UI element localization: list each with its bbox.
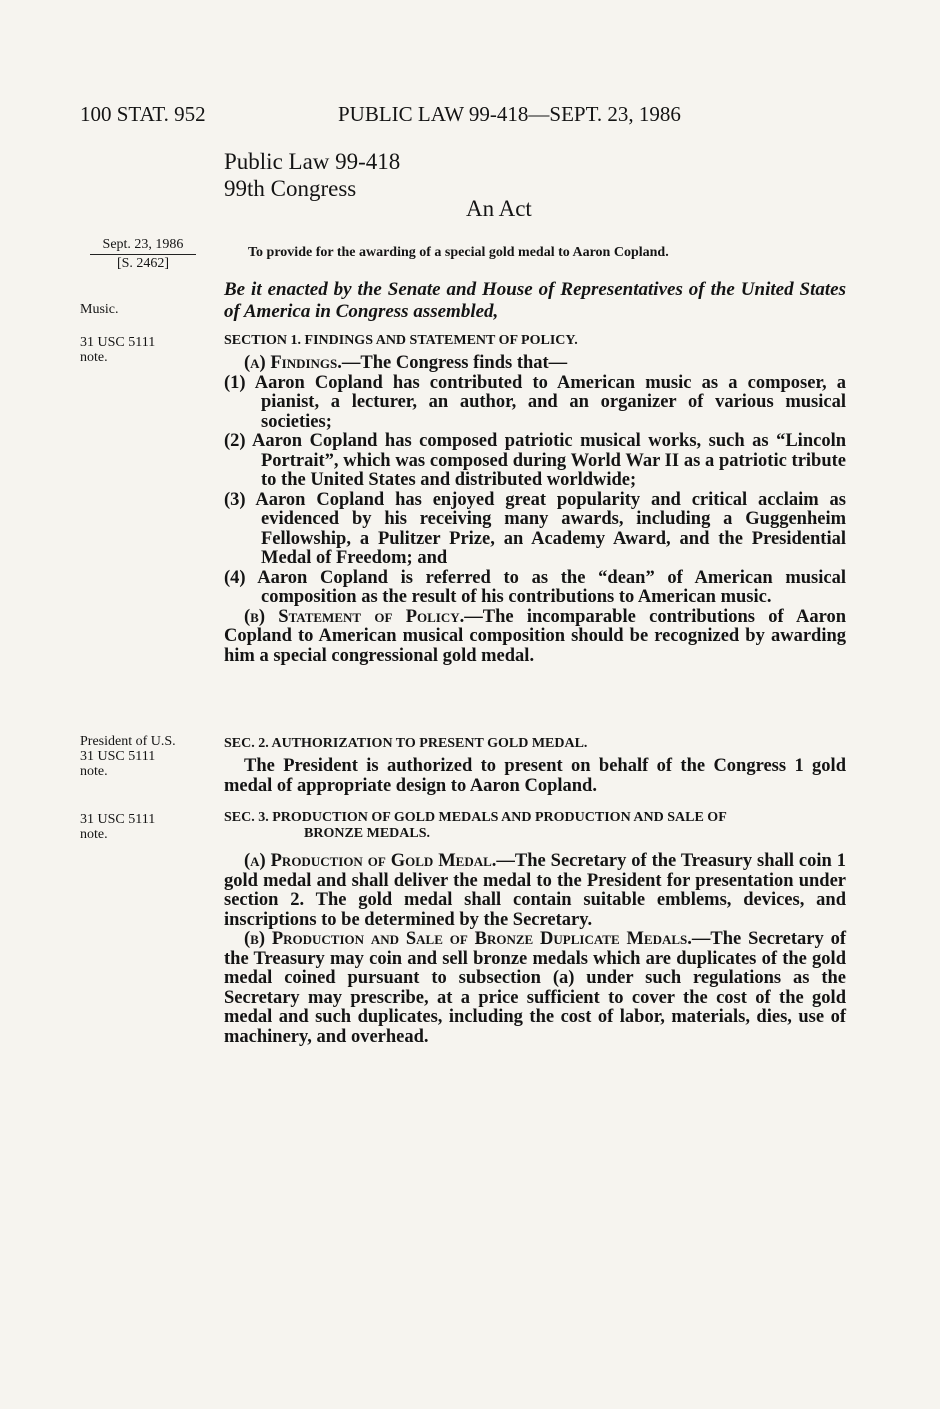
page-reference: 100 STAT. 952	[80, 102, 206, 126]
citation-line: note.	[80, 827, 108, 842]
margin-date-block	[82, 236, 204, 272]
finding-2: (2) Aaron Copland has composed patriotic musical works, such as “Lincoln Portrait”, which was composed during World War II as a patriotic tribute to the United States and distributed worldwide;	[224, 431, 846, 490]
section-3-heading	[224, 810, 846, 842]
citation-line: 31 USC 5111	[80, 812, 156, 827]
section-2-body	[224, 757, 846, 796]
finding-3: (3) Aaron Copland has enjoyed great popularity and critical acclaim as evidenced by his receiving many awards, including a Guggenheim Fellowship, a Pulitzer Prize, an Academy Award, and the Presidential Medal of Freedom; and	[224, 489, 846, 568]
subsection-1b	[224, 608, 846, 667]
subsection-label: (a) Findings.	[244, 353, 342, 373]
section-3-body	[224, 852, 846, 1047]
subsection-3b	[224, 930, 846, 1047]
subsection-label: (b) Statement of Policy.	[244, 606, 465, 627]
congress-number: 99th Congress	[224, 176, 357, 201]
section-1-heading: SECTION 1. FINDINGS AND STATEMENT OF POLICY.	[224, 333, 578, 348]
subsection-text: —The Secretary of the Treasury shall coin 1 gold medal and shall deliver the medal to the President for presentation under section 2. The gold medal shall contain suitable emblems, devices, and inscriptions to be determined by the Secretary.	[224, 851, 846, 930]
finding-4: (4) Aaron Copland is referred to as the “dean” of American musical composition as the result of his contributions to American music.	[224, 567, 846, 607]
subsection-text: —The Congress finds that—	[341, 353, 568, 373]
subsection-3a	[224, 852, 846, 930]
citation-line: 31 USC 5111	[80, 335, 156, 350]
bill-number: [S. 2462]	[116, 256, 170, 271]
section-1-body	[224, 354, 846, 666]
margin-subject: Music.	[80, 302, 119, 317]
citation-line: 31 USC 5111	[80, 749, 156, 764]
heading-line: BRONZE MEDALS.	[304, 826, 431, 841]
enactment-date: Sept. 23, 1986	[102, 237, 184, 252]
margin-citation-2	[80, 734, 210, 779]
law-title-block	[224, 148, 400, 202]
subsection-label: (b) Production and Sale of Bronze Duplicate Medals.	[244, 929, 692, 949]
subsection-label: (a) Production of Gold Medal.	[244, 851, 497, 871]
margin-citation-3	[80, 812, 210, 842]
public-law-number: Public Law 99-418	[224, 149, 401, 174]
act-purpose: To provide for the awarding of a special gold medal to Aaron Copland.	[248, 245, 669, 260]
section-2-text: The President is authorized to present on behalf of the Congress 1 gold medal of appropriate design to Aaron Copland.	[224, 756, 846, 796]
citation-line: note.	[80, 350, 108, 365]
citation-line: President of U.S.	[80, 734, 176, 749]
heading-line: SEC. 3. PRODUCTION OF GOLD MEDALS AND PRODUCTION AND SALE OF	[224, 810, 727, 825]
subsection-1a	[224, 354, 846, 374]
finding-1: (1) Aaron Copland has contributed to American music as a composer, a pianist, a lecturer, an author, and an organizer of various musical societies;	[224, 372, 846, 432]
section-2-heading: SEC. 2. AUTHORIZATION TO PRESENT GOLD MEDAL.	[224, 736, 588, 751]
subsection-text: —The Secretary of the Treasury may coin and sell bronze medals which are duplicates of the gold medal coined pursuant to subsection (a) under such regulations as the Secretary may prescribe, at a price sufficient to cover the cost of the gold medal and such duplicates, including the cost of labor, materials, dies, use of machinery, and overhead.	[224, 929, 847, 1047]
act-title: An Act	[466, 196, 532, 221]
citation-line: note.	[80, 764, 108, 779]
margin-citation-1	[80, 335, 210, 365]
subsection-text: —The incomparable contributions of Aaron Copland to American musical composition should be recognized by awarding him a special congressional gold medal.	[224, 606, 846, 666]
enacting-clause: Be it enacted by the Senate and House of Representatives of the United States of America in Congress assembled,	[224, 279, 846, 322]
running-header: PUBLIC LAW 99-418—SEPT. 23, 1986	[338, 102, 681, 126]
